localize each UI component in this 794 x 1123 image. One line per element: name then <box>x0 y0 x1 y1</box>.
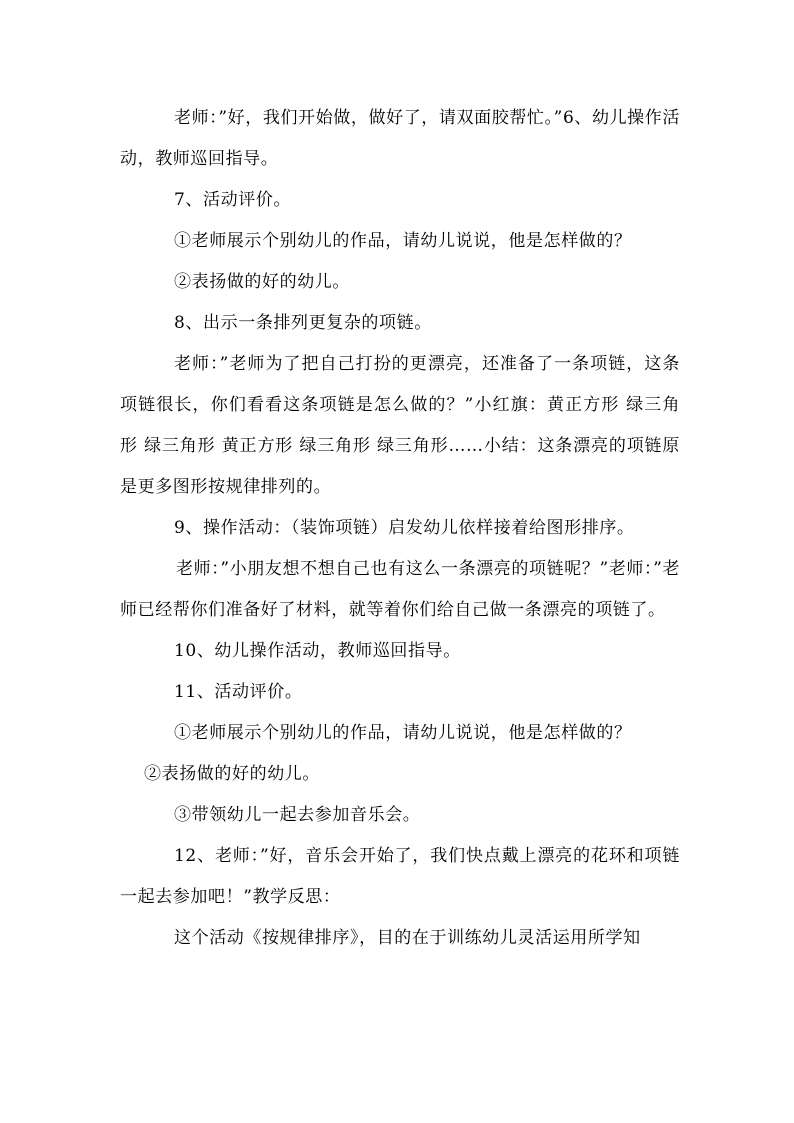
paragraph-concert: ③带领幼儿一起去参加音乐会。 <box>174 805 421 825</box>
paragraph-step-9: 9、操作活动：（装饰项链）启发幼儿依样接着给图形排序。 <box>174 518 635 538</box>
paragraph-step-12: 12、老师：”好，音乐会开始了，我们快点戴上漂亮的花环和项链一起去参加吧！”教学反思： <box>120 846 680 907</box>
document-body <box>120 98 680 959</box>
paragraph-step-10: 10、幼儿操作活动，教师巡回指导。 <box>174 641 461 661</box>
paragraph-step-7: 7、活动评价。 <box>174 190 292 210</box>
paragraph-teacher-materials: 老师：”小朋友想不想自己也有这么一条漂亮的项链呢？”老师：”老师已经帮你们准备好了材料，就等着你们给自己做一条漂亮的项链了。 <box>120 559 680 620</box>
paragraph-show-works-2: ①老师展示个别幼儿的作品，请幼儿说说，他是怎样做的？ <box>174 723 632 743</box>
paragraph-teacher-start: 老师：”好，我们开始做，做好了，请双面胶帮忙。”6、幼儿操作活动，教师巡回指导。 <box>120 108 680 169</box>
paragraph-necklace-intro: 老师：”老师为了把自己打扮的更漂亮，还准备了一条项链，这条项链很长，你们看看这条项链是怎么做的？”小红旗：黄正方形 绿三角形 绿三角形 黄正方形 绿三角形 绿三角形……小结：这条漂亮的项链原是更多图形按规律排列的。 <box>120 354 680 497</box>
paragraph-step-11: 11、活动评价。 <box>174 682 303 702</box>
paragraph-reflection: 这个活动《按规律排序》，目的在于训练幼儿灵活运用所学知 <box>174 928 641 948</box>
paragraph-step-8: 8、出示一条排列更复杂的项链。 <box>174 313 432 333</box>
paragraph-praise-2: ②表扬做的好的幼儿。 <box>144 764 320 784</box>
paragraph-praise: ②表扬做的好的幼儿。 <box>174 272 350 292</box>
paragraph-show-works: ①老师展示个别幼儿的作品，请幼儿说说，他是怎样做的？ <box>174 231 632 251</box>
